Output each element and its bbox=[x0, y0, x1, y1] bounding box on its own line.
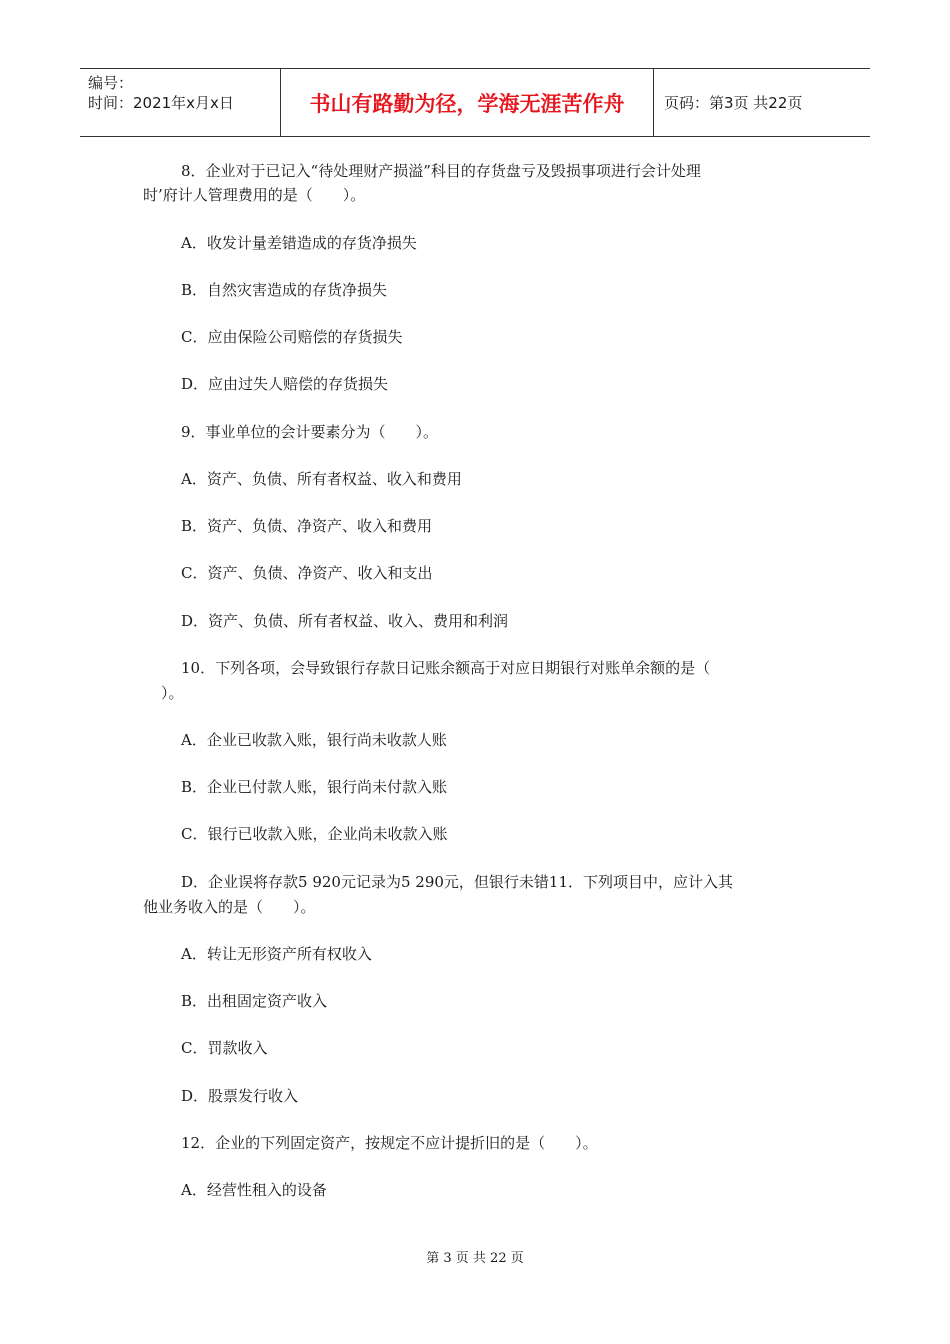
q11-option-c: C．罚款收入 bbox=[181, 1039, 268, 1057]
number-label: 编号： bbox=[88, 74, 134, 92]
q8-option-c: C．应由保险公司赔偿的存货损失 bbox=[181, 328, 403, 346]
q9-option-a: A．资产、负债、所有者权益、收入和费用 bbox=[181, 470, 462, 488]
q9-option-c: C．资产、负债、净资产、收入和支出 bbox=[181, 564, 433, 582]
q8-option-d: D．应由过失人赔偿的存货损失 bbox=[181, 375, 389, 393]
q10-option-a: A．企业已收款入账，银行尚未收款人账 bbox=[181, 731, 447, 749]
q11-option-b: B．出租固定资产收入 bbox=[181, 992, 328, 1010]
q9-option-b: B．资产、负债、净资产、收入和费用 bbox=[181, 517, 433, 535]
q8-option-b: B．自然灾害造成的存货净损失 bbox=[181, 281, 388, 299]
question-9-stem: 9．事业单位的会计要素分为（ ）。 bbox=[181, 423, 439, 441]
q9-option-d: D．资产、负债、所有者权益、收入、费用和利润 bbox=[181, 612, 509, 630]
q12-option-a: A．经营性租入的设备 bbox=[181, 1181, 327, 1199]
q11-option-a: A．转让无形资产所有权收入 bbox=[181, 945, 372, 963]
header-info bbox=[80, 69, 281, 136]
q10-option-c: C．银行已收款入账，企业尚未收款入账 bbox=[181, 825, 448, 843]
question-10-stem: 10．下列各项，会导致银行存款日记账余额高于对应日期银行对账单余额的是（ bbox=[181, 659, 711, 677]
q8-option-a: A．收发计量差错造成的存货净损失 bbox=[181, 234, 417, 252]
q10-option-d-q11-stem: D．企业误将存款5 920元记录为5 290元，但银行未错11．下列项目中，应计入其 bbox=[181, 873, 734, 891]
header-page-label: 页码：第3页 共22页 bbox=[664, 94, 803, 112]
question-11-stem-cont: 他业务收入的是（ ）。 bbox=[143, 898, 316, 916]
header-motto: 书山有路勤为径，学海无涯苦作舟 bbox=[281, 69, 654, 136]
question-8-stem: 8．企业对于已记入“待处理财产损溢”科目的存货盘亏及毁损事项进行会计处理 bbox=[181, 162, 701, 180]
time-label: 时间：2021年x月x日 bbox=[88, 94, 234, 112]
question-12-stem: 12．企业的下列固定资产，按规定不应计提折旧的是（ ）。 bbox=[181, 1134, 598, 1152]
page-header bbox=[80, 68, 870, 137]
q10-option-b: B．企业已付款人账，银行尚未付款入账 bbox=[181, 778, 448, 796]
question-8-stem-cont: 时’府计人管理费用的是（ ）。 bbox=[143, 186, 366, 204]
question-10-stem-cont: ）。 bbox=[161, 684, 184, 702]
page-footer: 第 3 页 共 22 页 bbox=[426, 1251, 524, 1266]
q11-option-d: D．股票发行收入 bbox=[181, 1087, 299, 1105]
